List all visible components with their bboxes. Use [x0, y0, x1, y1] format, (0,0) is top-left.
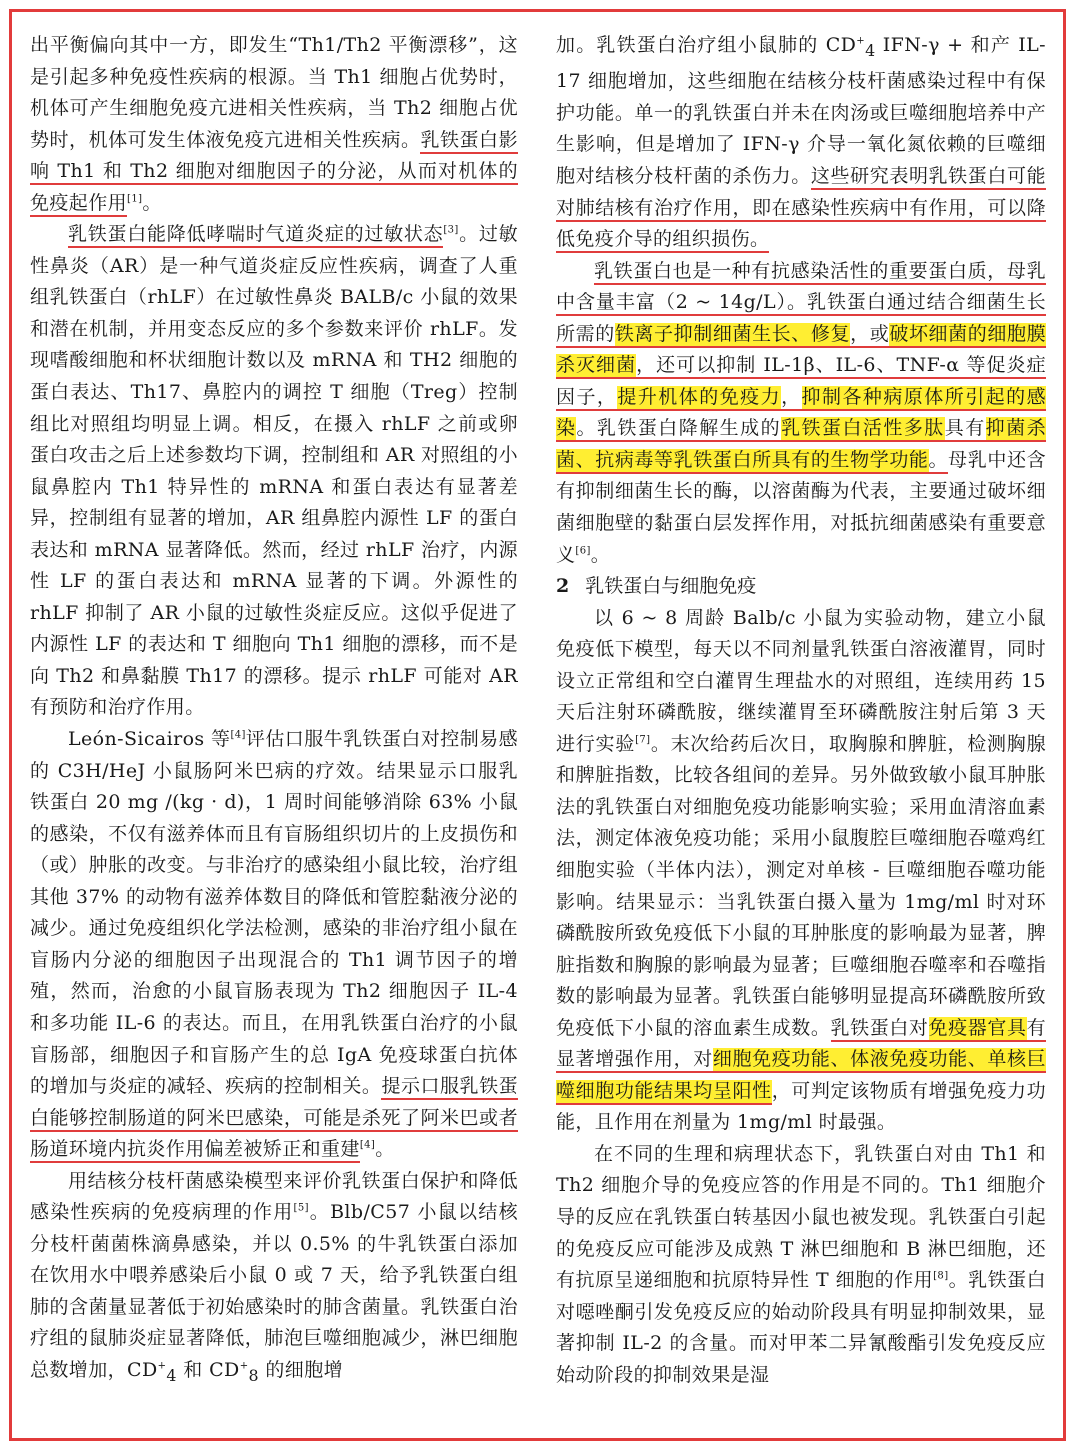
highlighted-text: 乳铁蛋白活性多肽	[781, 417, 945, 442]
highlighted-text: 细胞免疫功能、体液免疫功能、单核巨噬细胞功能结果均呈阳性	[556, 1048, 1046, 1105]
underlined-text: 提示口服乳铁蛋白能够控制肠道的阿米巴感染，可能是杀死了阿米巴或者肠道环境内抗炎作用偏差被矫正和重建	[30, 1075, 518, 1163]
underlined-text: 乳铁蛋白也是一种有抗感染活性的重要蛋白质，母乳中含量丰富（2 ~ 14g/L）。乳铁蛋白通过结合细菌生长所需的	[556, 260, 1046, 348]
left-column	[30, 30, 518, 1391]
highlighted-text: 铁离子抑制细菌生长、修复	[615, 323, 850, 348]
paragraph: 乳铁蛋白能降低哮喘时气道炎症的过敏状态[3]。过敏性鼻炎（AR）是一种气道炎症反应性疾病，调查了人重组乳铁蛋白（rhLF）在过敏性鼻炎 BALB/c 小鼠的效果和潜在机制，并用变态反应的多个参数来评价 rhLF。发现嗜酸细胞和杯状细胞计数以及 mRNA 和 TH2 细胞的蛋白表达、Th17、鼻腔内的调控 T 细胞（Treg）控制组比对照组均明显上调。相反，在摄入 rhLF 之前或卵蛋白攻击之后上述参数均下调，控制组和 AR 对照组的小鼠鼻腔内 Th1 特异性的 mRNA 和蛋白表达有显著差异，控制组有显著的增加，AR 组鼻腔内源性 LF 的蛋白表达和 mRNA 显著降低。然而，经过 rhLF 治疗，内源性 LF 的蛋白表达和 mRNA 显著的下调。外源性的 rhLF 抑制了 AR 小鼠的过敏性炎症反应。这似乎促进了内源性 LF 的表达和 T 细胞向 Th1 细胞的漂移，而不是向 Th2 和鼻黏膜 Th17 的漂移。提示 rhLF 可能对 AR 有预防和治疗作用。	[30, 223, 519, 719]
paragraph: 加。乳铁蛋白治疗组小鼠肺的 $CD^+_4$ IFN-γ + 和产 IL-17 细胞增加，这些细胞在结核分枝杆菌感染过程中有保护功能。单一的乳铁蛋白并未在肉汤或巨噬细胞培养中产生影响，但是增加了 IFN-γ 介导一氧化氮依赖的巨噬细胞对结核分枝杆菌的杀伤力。这些研究表明乳铁蛋白可能对肺结核有治疗作用，即在感染性疾病中有作用，可以降低免疫介导的组织损伤。	[556, 30, 1046, 256]
highlighted-text: 抑菌杀菌、抗病毒等乳铁蛋白所具有的生物学功能	[556, 417, 1046, 474]
citation: [8]	[933, 1270, 949, 1282]
paragraph: 乳铁蛋白也是一种有抗感染活性的重要蛋白质，母乳中含量丰富（2 ~ 14g/L）。乳铁蛋白通过结合细菌生长所需的铁离子抑制细菌生长、修复，或破坏细菌的细胞膜杀灭细菌，还可以抑制 IL-1β、IL-6、TNF-α 等促炎症因子，提升机体的免疫力，抑制各种病原体所引起的感染。乳铁蛋白降解生成的乳铁蛋白活性多肽具有抑菌杀菌、抗病毒等乳铁蛋白所具有的生物学功能。母乳中还含有抑制细菌生长的酶，以溶菌酶为代表，主要通过破坏细菌细胞壁的黏蛋白层发挥作用，对抵抗细菌感染有重要意义[6]。	[556, 259, 1047, 566]
highlighted-text: 提升机体的免疫力	[617, 386, 781, 411]
section-number: 2	[556, 575, 570, 598]
highlighted-text: 抑制各种病原体所引起的感染	[556, 386, 1046, 443]
citation: [3]	[443, 224, 459, 236]
paragraph: 以 6 ~ 8 周龄 Balb/c 小鼠为实验动物，建立小鼠免疫低下模型，每天以不同剂量乳铁蛋白溶液灌胃，同时设立正常组和空白灌胃生理盐水的对照组，连续用药 15 天后注射环磷酰胺，继续灌胃至环磷酰胺注射后第 3 天进行实验[7]。末次给药后次日，取胸腺和脾脏，检测胸腺和脾脏指数，比较各组间的差异。另外做致敏小鼠耳肿胀法的乳铁蛋白对细胞免疫功能影响实验；采用血清溶血素法，测定体液免疫功能；采用小鼠腹腔巨噬细胞吞噬鸡红细胞实验（半体内法），测定对单核 - 巨噬细胞吞噬功能影响。结果显示：当乳铁蛋白摄入量为 1mg/ml 时对环磷酰胺所致免疫低下小鼠的耳肿胀度的影响最为显著，脾脏指数和胸腺的影响最为显著；巨噬细胞吞噬率和吞噬指数的影响最为显著。乳铁蛋白能够明显提高环磷酰胺所致免疫低下小鼠的溶血素生成数。乳铁蛋白对免疫器官具有显著增强作用，对细胞免疫功能、体液免疫功能、单核巨噬细胞功能结果均呈阳性，可判定该物质有增强免疫力功能，且作用在剂量为 1mg/ml 时最强。	[556, 606, 1046, 1134]
highlighted-text: 免疫器官具	[929, 1017, 1027, 1042]
section-title: 乳铁蛋白与细胞免疫	[585, 575, 757, 598]
paragraph: 在不同的生理和病理状态下，乳铁蛋白对由 Th1 和 Th2 细胞介导的免疫应答的作用是不同的。Th1 细胞介导的反应在乳铁蛋白转基因小鼠也被发现。乳铁蛋白引起的免疫反应可能涉及成熟 T 淋巴细胞和 B 淋巴细胞，还有抗原呈递细胞和抗原特异性 T 细胞的作用[8]。乳铁蛋白对噁唑酮引发免疫反应的始动阶段具有明显抑制效果，显著抑制 IL-2 的含量。而对甲苯二异氰酸酯引发免疫反应始动阶段的抑制效果是湿	[556, 1142, 1046, 1386]
underlined-text: 。乳铁蛋白降解生成的	[576, 417, 781, 442]
right-column	[556, 30, 1046, 1391]
paragraph: León-Sicairos 等[4]评估口服牛乳铁蛋白对控制易感的 C3H/HeJ 小鼠肠阿米巴病的疗效。结果显示口服乳铁蛋白 20 mg /(kg · d)，1 周时间能够消除 63% 小鼠的感染，不仅有滋养体而且有盲肠组织切片的上皮损伤和（或）肿胀的改变。与非治疗的感染组小鼠比较，治疗组其他 37% 的动物有滋养体数目的降低和管腔黏液分泌的减少。通过免疫组织化学法检测，感染的非治疗组小鼠在盲肠内分泌的细胞因子出现混合的 Th1 调节因子的增殖，然而，治愈的小鼠盲肠表现为 Th2 细胞因子 IL-4 和多功能 IL-6 的表达。而且，在用乳铁蛋白治疗的小鼠盲肠部，细胞因子和盲肠产生的总 IgA 免疫球蛋白抗体的增加与炎症的减轻、疾病的控制相关。提示口服乳铁蛋白能够控制肠道的阿米巴感染，可能是杀死了阿米巴或者肠道环境内抗炎作用偏差被矫正和重建[4]。	[30, 724, 518, 1166]
underlined-text: ，或	[850, 323, 889, 348]
citation: [4]	[230, 729, 246, 741]
section-heading	[556, 571, 1046, 603]
citation: [7]	[635, 734, 651, 746]
underlined-text: 乳铁蛋白对	[831, 1017, 929, 1042]
citation: [4]	[359, 1139, 376, 1151]
paragraph: 出平衡偏向其中一方，即发生“Th1/Th2 平衡漂移”，这是引起多种免疫性疾病的根源。当 Th1 细胞占优势时，机体可产生细胞免疫亢进相关性疾病，当 Th2 细胞占优势时，机体可发生体液免疫亢进相关性疾病。乳铁蛋白影响 Th1 和 Th2 细胞对细胞因子的分泌，从而对机体的免疫起作用[1]。	[30, 30, 518, 219]
citation: [5]	[293, 1202, 309, 1214]
underlined-text: ，还可以抑制 IL-1β、IL-6、TNF-α 等促炎症因子，	[556, 354, 1046, 411]
highlighted-text: 破坏细菌的细胞膜杀灭细菌	[556, 323, 1046, 380]
paragraph: 用结核分枝杆菌感染模型来评价乳铁蛋白保护和降低感染性疾病的免疫病理的作用[5]。Blb/C57 小鼠以结核分枝杆菌菌株滴鼻感染，并以 0.5% 的牛乳铁蛋白添加在饮用水中喂养感染后小鼠 0 或 7 天，给予乳铁蛋白组肺的含菌量显著低于初始感染时的肺含菌量。乳铁蛋白治疗组的鼠肺炎症显著降低，肺泡巨噬细胞减少，淋巴细胞总数增加，$CD^+_4$ 和 $CD^+_8$ 的细胞增	[30, 1169, 518, 1385]
citation: [6]	[575, 545, 591, 557]
underlined-text: 乳铁蛋白影响 Th1 和 Th2 细胞对细胞因子的分泌，从而对机体的免疫起作用	[30, 129, 518, 217]
citation: [1]	[127, 193, 143, 205]
underlined-text: 具有	[945, 417, 986, 442]
underlined-text: 这些研究表明乳铁蛋白可能对肺结核有治疗作用，即在感染性疾病中有作用，可以降低免疫介导的组织损伤。	[556, 165, 1046, 253]
underlined-text: 。	[929, 449, 949, 474]
underlined-text: 有显著增强作用，对	[556, 1017, 1046, 1074]
underlined-text: 乳铁蛋白能降低哮喘时气道炎症的过敏状态	[68, 223, 443, 248]
underlined-text: ，	[781, 386, 801, 411]
